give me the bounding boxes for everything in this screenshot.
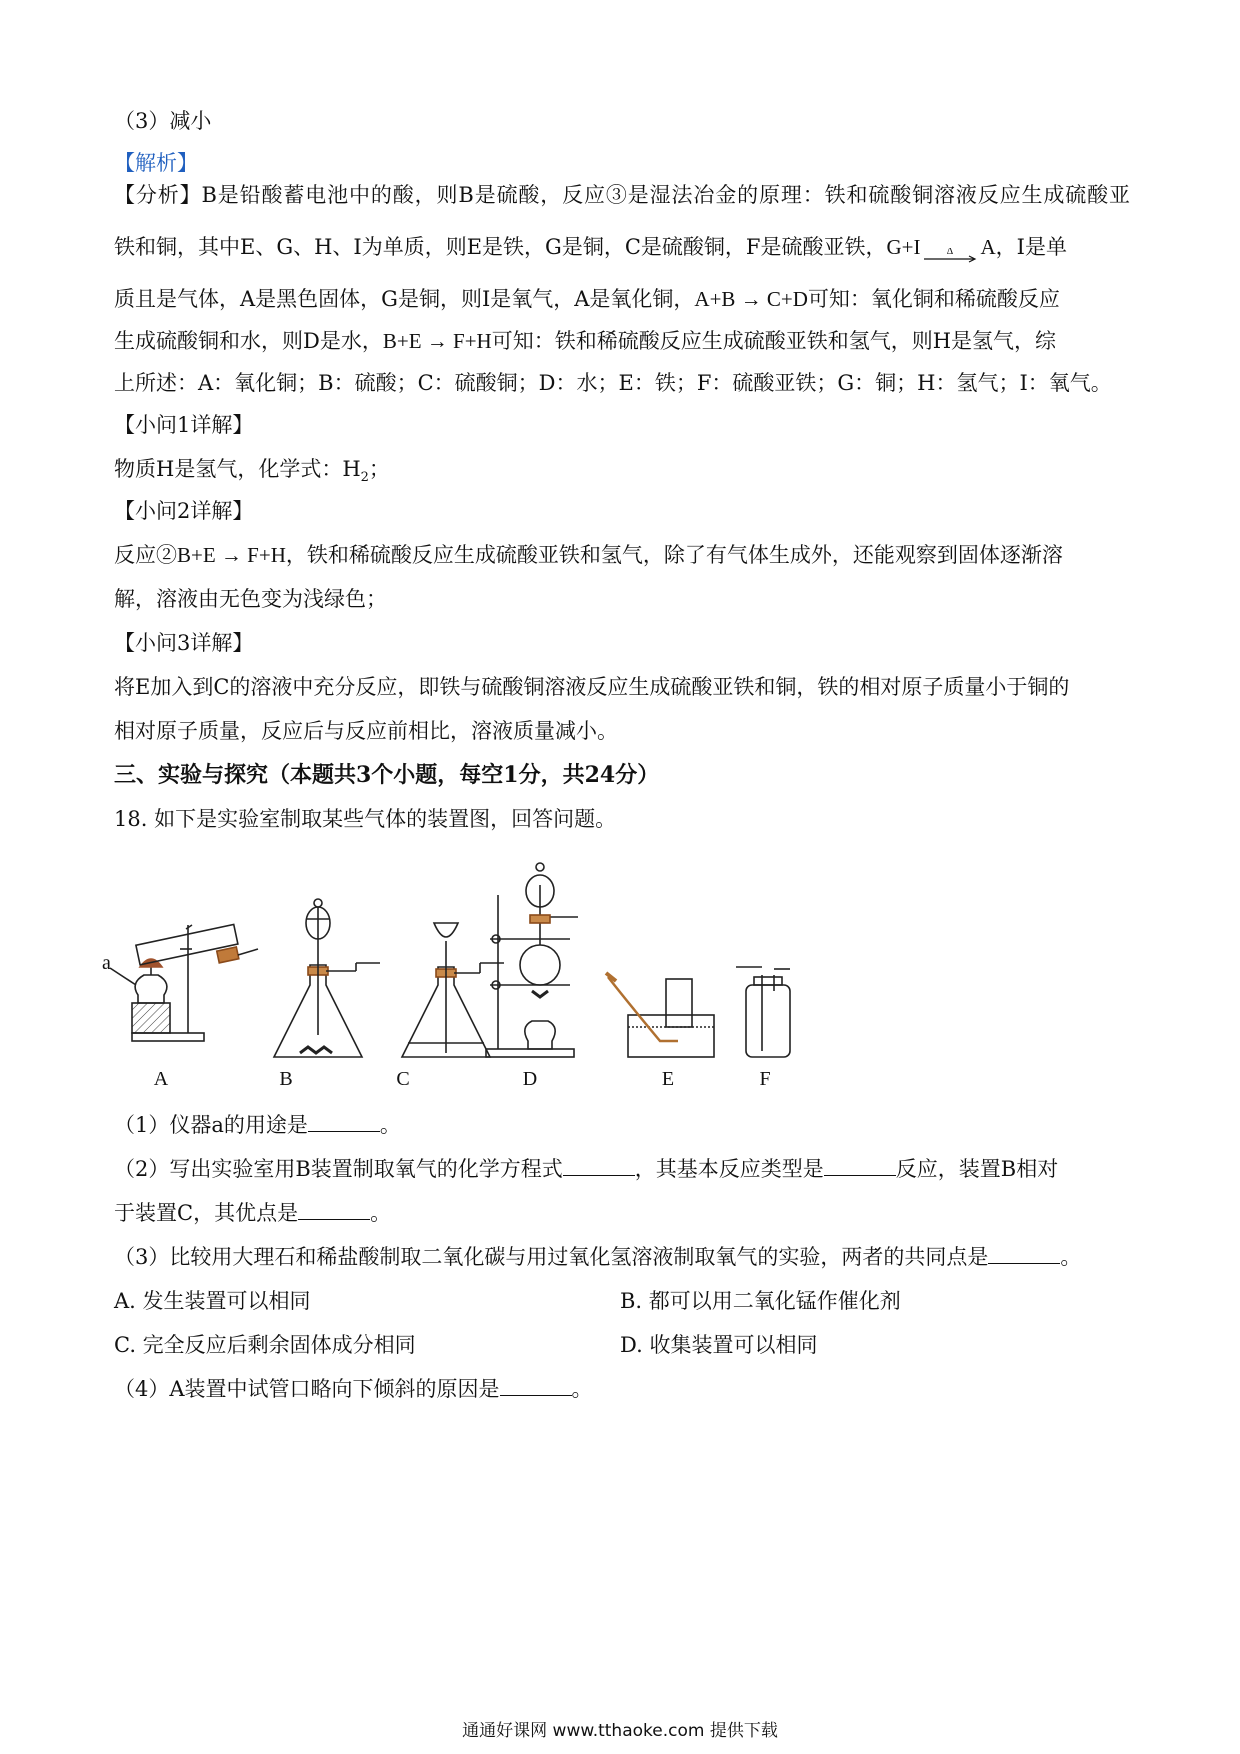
sub-question-1-answer (114, 454, 390, 493)
question-3 (114, 1242, 1081, 1272)
answer-end: ； (368, 457, 390, 481)
equation-left: G+I (886, 235, 921, 259)
question-end: 。 (571, 1377, 593, 1401)
equation: B+E → F+H (177, 543, 286, 567)
heat-condition: Δ (947, 247, 954, 257)
analysis-text: 质且是气体，A是黑色固体，G是铜，则I是氧气，A是氧化铜， (114, 287, 695, 311)
question-end: 。 (370, 1201, 392, 1225)
analysis-line-1: 【分析】B是铅酸蓄电池中的酸，则B是硫酸，反应③是湿法冶金的原理：铁和硫酸铜溶液反应生成硫酸亚 (114, 183, 1130, 207)
option-b[interactable]: B. 都可以用二氧化锰作催化剂 (620, 1289, 901, 1313)
analysis-text: 铁和铜，其中E、G、H、I为单质，则E是铁，G是铜，C是硫酸铜，F是硫酸亚铁， (114, 235, 887, 259)
question-1 (114, 1110, 401, 1140)
question-text: （2）写出实验室用B装置制取氧气的化学方程式 (114, 1157, 563, 1181)
instrument-label-a: a (102, 952, 111, 974)
answer-blank[interactable] (298, 1201, 370, 1220)
question-4 (114, 1374, 593, 1404)
caption-a: A (153, 1068, 169, 1090)
option-d[interactable]: D. 收集装置可以相同 (620, 1333, 818, 1357)
question-text: 于装置C，其优点是 (114, 1201, 299, 1225)
question-2-line-1 (114, 1154, 1058, 1184)
apparatus-figure (100, 855, 920, 1095)
question-text: 反应，装置B相对 (895, 1157, 1059, 1181)
apparatus-b (274, 899, 380, 1057)
question-text: （4）A装置中试管口略向下倾斜的原因是 (114, 1377, 500, 1401)
apparatus-c (402, 923, 504, 1057)
sub-question-2-answer-2: 解，溶液由无色变为浅绿色； (114, 587, 387, 611)
apparatus-d (486, 863, 578, 1057)
apparatus-e (606, 973, 714, 1057)
answer-blank[interactable] (563, 1157, 635, 1176)
analysis-text-end: 可知：铁和稀硫酸反应生成硫酸亚铁和氢气，则H是氢气，综 (491, 329, 1057, 353)
option-a[interactable]: A. 发生装置可以相同 (114, 1289, 311, 1313)
caption-d: D (522, 1068, 538, 1090)
question-18-stem: 18. 如下是实验室制取某些气体的装置图，回答问题。 (114, 807, 617, 831)
analysis-line-2 (114, 232, 1130, 262)
answer-3: （3）减小 (114, 109, 212, 133)
sub-question-3-heading: 【小问3详解】 (114, 631, 254, 655)
equation: A+B → C+D (694, 287, 808, 311)
question-text: （3）比较用大理石和稀盐酸制取二氧化碳与用过氧化氢溶液制取氧气的实验，两者的共同点是 (114, 1245, 989, 1269)
caption-c: C (396, 1068, 410, 1090)
analysis-summary: 上所述：A：氧化铜；B：硫酸；C：硫酸铜；D：水；E：铁；F：硫酸亚铁；G：铜；H：氢气；I：氧气。 (114, 371, 1112, 395)
sub-question-2-answer-1 (114, 540, 1063, 570)
apparatus-f (736, 967, 790, 1057)
answer-text: 反应② (114, 543, 177, 567)
answer-blank[interactable] (308, 1113, 380, 1132)
question-end: 。 (1060, 1245, 1082, 1269)
analysis-heading: 【解析】 (114, 151, 198, 175)
caption-e: E (661, 1068, 675, 1090)
analysis-text-end: ，I是单 (995, 235, 1067, 259)
sub-question-2-heading: 【小问2详解】 (114, 499, 254, 523)
caption-f: F (759, 1068, 771, 1090)
answer-text-end: ，铁和稀硫酸反应生成硫酸亚铁和氢气，除了有气体生成外，还能观察到固体逐渐溶 (285, 543, 1063, 567)
question-text: ，其基本反应类型是 (634, 1157, 824, 1181)
question-2-line-2 (114, 1198, 391, 1228)
answer-text: 物质H是氢气，化学式：H (114, 457, 361, 481)
analysis-text-end: 可知：氧化铜和稀硫酸反应 (807, 287, 1060, 311)
answer-blank[interactable] (500, 1377, 572, 1396)
analysis-line-3 (114, 284, 1060, 314)
sub-question-1-heading: 【小问1详解】 (114, 413, 254, 437)
caption-b: B (279, 1068, 293, 1090)
page-footer: 通通好课网 www.tthaoke.com 提供下载 (462, 1721, 778, 1741)
equation: B+E → F+H (382, 329, 492, 353)
option-c[interactable]: C. 完全反应后剩余固体成分相同 (114, 1333, 416, 1357)
question-text: （1）仪器a的用途是 (114, 1113, 308, 1137)
sub-question-3-answer-2: 相对原子质量，反应后与反应前相比，溶液质量减小。 (114, 719, 618, 743)
equation-right: A (980, 235, 996, 259)
section-title: 三、实验与探究（本题共3个小题，每空1分，共24分） (114, 762, 660, 788)
answer-blank[interactable] (988, 1245, 1060, 1264)
heating-arrow (920, 242, 980, 256)
question-end: 。 (379, 1113, 401, 1137)
analysis-text: 生成硫酸铜和水，则D是水， (114, 329, 383, 353)
apparatus-a (110, 924, 258, 1041)
analysis-line-4 (114, 326, 1056, 356)
subscript: 2 (360, 470, 369, 486)
sub-question-3-answer-1: 将E加入到C的溶液中充分反应，即铁与硫酸铜溶液反应生成硫酸亚铁和铜，铁的相对原子质量小于铜的 (114, 675, 1070, 699)
answer-blank[interactable] (824, 1157, 896, 1176)
